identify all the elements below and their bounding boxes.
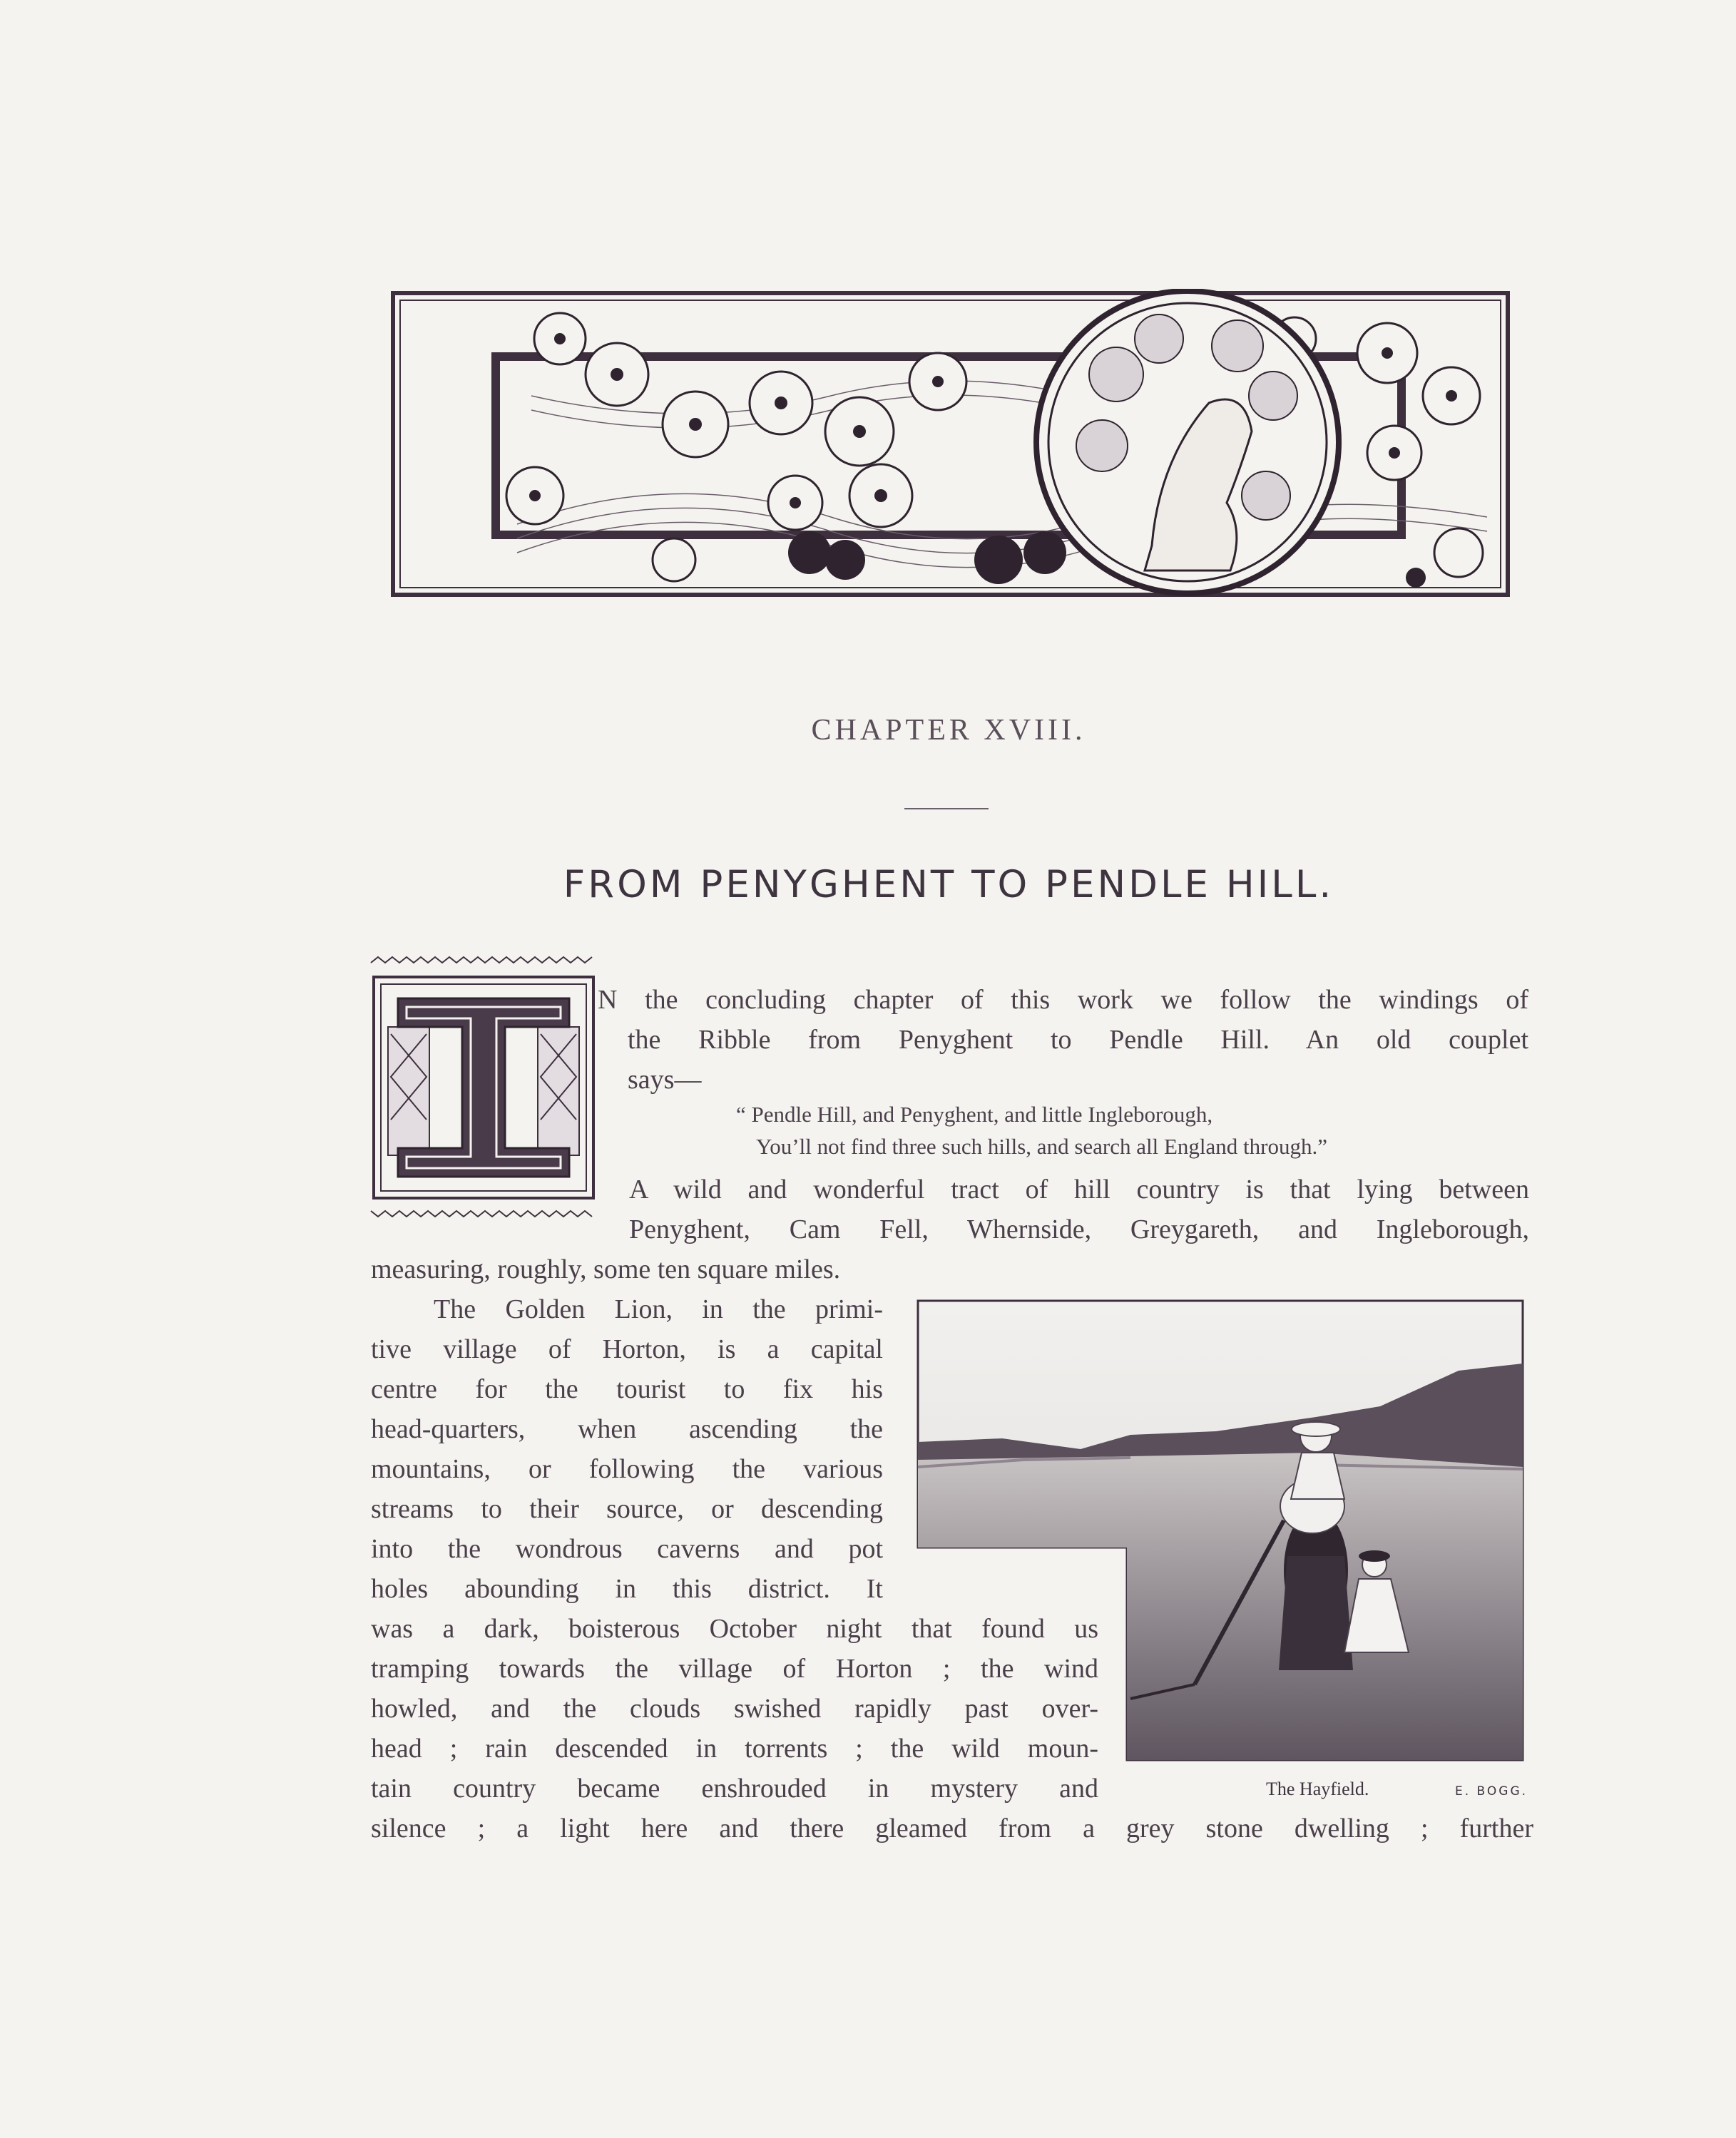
chapter-title: FROM PENYGHENT TO PENDLE HILL. — [563, 863, 1334, 906]
text-line: Penyghent, Cam Fell, Whernside, Greygareth, and Ingleborough, — [629, 1214, 1529, 1244]
text-line: measuring, roughly, some ten square miles. — [371, 1254, 841, 1284]
text-line: the Ribble from Penyghent to Pendle Hill. An old couplet — [628, 1025, 1528, 1055]
hayfield-photo — [916, 1299, 1524, 1761]
text-line: centre for the tourist to fix his — [371, 1374, 883, 1404]
text-line: A wild and wonderful tract of hill country is that lying between — [629, 1175, 1529, 1204]
text-line: holes abounding in this district. It — [371, 1574, 883, 1604]
text-line: tain country became enshrouded in mystery and — [371, 1774, 1098, 1804]
drop-cap — [369, 956, 598, 1219]
photo-caption: The Hayfield. — [1266, 1779, 1369, 1799]
text-line: tramping towards the village of Horton ; the wind — [371, 1654, 1098, 1684]
verse-line: “ Pendle Hill, and Penyghent, and little Ingleborough, — [736, 1102, 1213, 1127]
text-line: silence ; a light here and there gleamed from a grey stone dwelling ; further — [371, 1814, 1533, 1843]
drop-cap-ornament — [369, 956, 598, 1219]
text-line: mountains, or following the various — [371, 1454, 883, 1484]
text-line: streams to their source, or descending — [371, 1494, 883, 1524]
text-line: was a dark, boisterous October night that found us — [371, 1614, 1098, 1644]
verse-line: You’ll not find three such hills, and search all England through.” — [756, 1134, 1327, 1159]
text-line: The Golden Lion, in the primi- — [434, 1294, 883, 1324]
text-line: into the wondrous caverns and pot — [371, 1534, 883, 1564]
text-line: N the concluding chapter of this work we follow the windings of — [598, 985, 1528, 1015]
chapter-number: CHAPTER XVIII. — [811, 714, 1086, 747]
text-line: howled, and the clouds swished rapidly past over- — [371, 1694, 1098, 1724]
text-line: head-quarters, when ascending the — [371, 1414, 883, 1444]
text-line: tive village of Horton, is a capital — [371, 1334, 883, 1364]
text-line: says— — [628, 1065, 702, 1095]
chapter-divider — [904, 808, 989, 809]
text-line: head ; rain descended in torrents ; the wild moun- — [371, 1734, 1098, 1764]
photo-credit: E. BOGG. — [1455, 1784, 1528, 1799]
floral-header-ornament — [389, 289, 1512, 599]
